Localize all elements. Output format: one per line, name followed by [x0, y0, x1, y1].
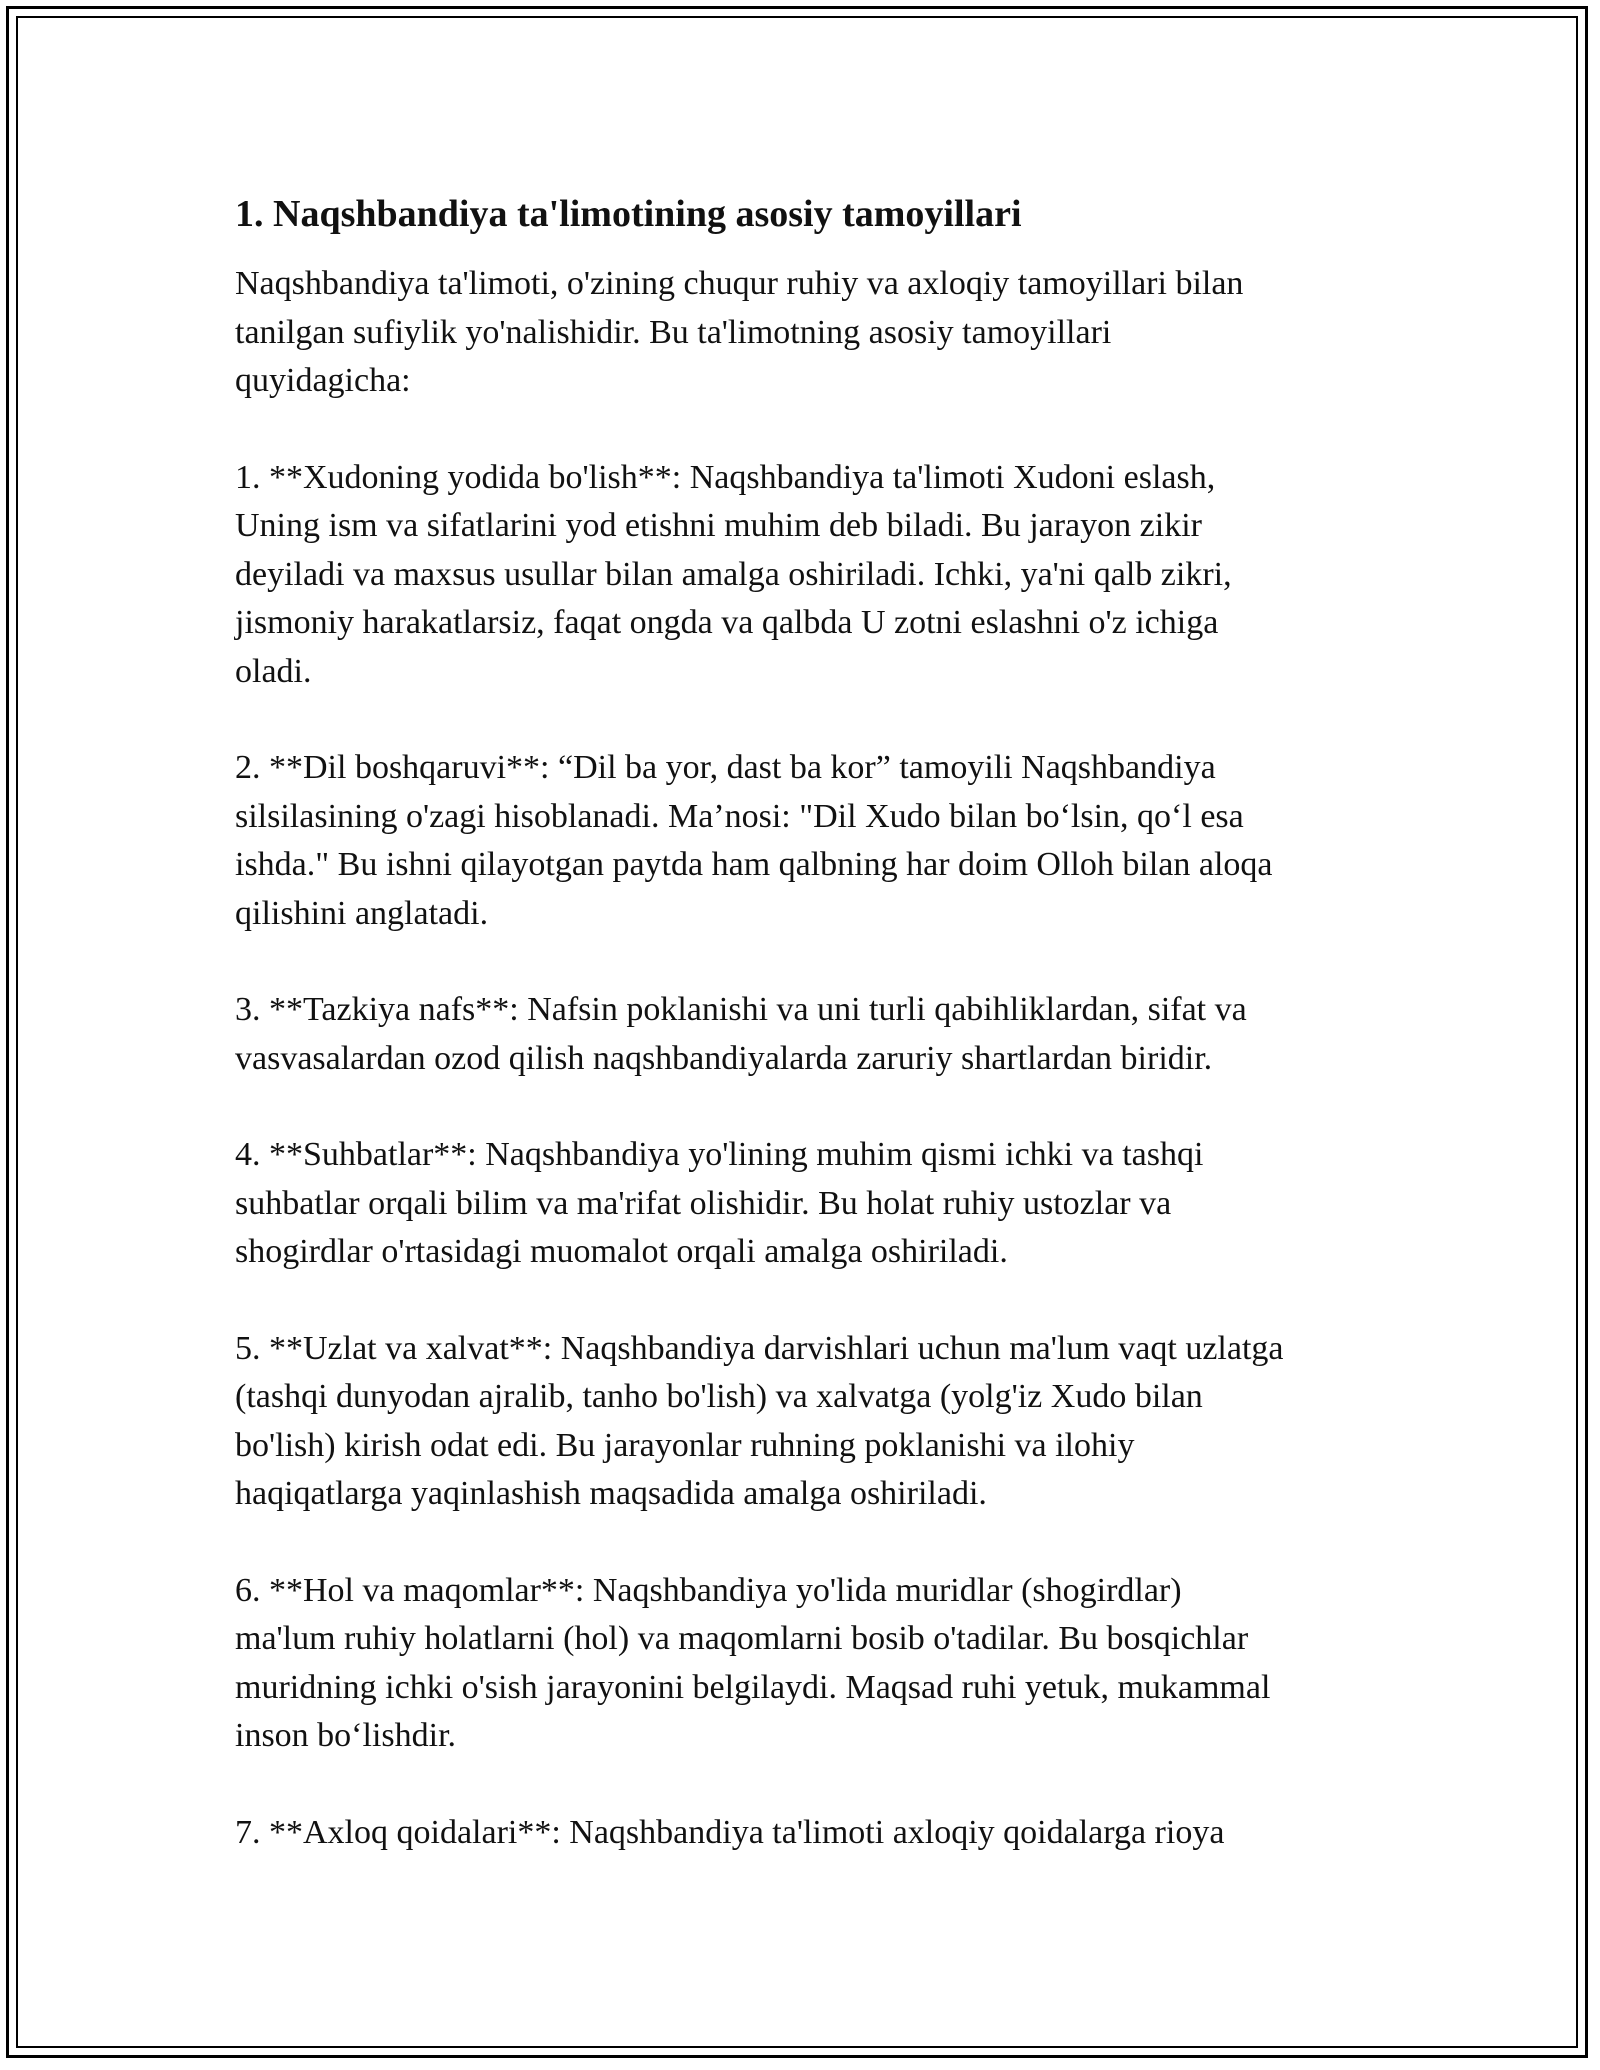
- section-heading: 1. Naqshbandiya ta'limotining asosiy tamoyillari: [235, 193, 1022, 235]
- principle-1-paragraph: 1. **Xudoning yodida bo'lish**: Naqshbandiya ta'limoti Xudoni eslash, Uning ism va sifatlarini yod etishni muhim deb biladi. Bu jarayon zikir deyiladi va maxsus usullar bilan amalga oshiriladi. Ichki, ya'ni qalb zikri, jismoniy harakatlarsiz, faqat ongda va qalbda U zotni eslashni o'z ichiga oladi.: [235, 458, 1232, 690]
- principle-3-paragraph: 3. **Tazkiya nafs**: Nafsin poklanishi va uni turli qabihliklardan, sifat va vasvasalardan ozod qilish naqshbandiyalarda zaruriy shartlardan biridir.: [235, 991, 1247, 1077]
- principle-2-paragraph: 2. **Dil boshqaruvi**: “Dil ba yor, dast ba kor” tamoyili Naqshbandiya silsilasining o'zagi hisoblanadi. Ma’nosi: "Dil Xudo bilan bo‘lsin, qo‘l esa ishda." Bu ishni qilayotgan paytda ham qalbning har doim Olloh bilan aloqa qilishini anglatadi.: [235, 749, 1273, 932]
- principle-6-paragraph: 6. **Hol va maqomlar**: Naqshbandiya yo'lida muridlar (shogirdlar) ma'lum ruhiy holatlarni (hol) va maqomlarni bosib o'tadilar. Bu bosqichlar muridning ichki o'sish jarayonini belgilaydi. Maqsad ruhi yetuk, mukammal inson bo‘lishdir.: [235, 1571, 1271, 1754]
- document-body: [235, 190, 1375, 1905]
- principle-4-paragraph: 4. **Suhbatlar**: Naqshbandiya yo'lining muhim qismi ichki va tashqi suhbatlar orqali bilim va ma'rifat olishidir. Bu holat ruhiy ustozlar va shogirdlar o'rtasidagi muomalot orqali amalga oshiriladi.: [235, 1136, 1204, 1270]
- principle-5-paragraph: 5. **Uzlat va xalvat**: Naqshbandiya darvishlari uchun ma'lum vaqt uzlatga (tashqi dunyodan ajralib, tanho bo'lish) va xalvatga (yolg'iz Xudo bilan bo'lish) kirish odat edi. Bu jarayonlar ruhning poklanishi va ilohiy haqiqatlarga yaqinlashish maqsadida amalga oshiriladi.: [235, 1329, 1284, 1512]
- intro-paragraph: Naqshbandiya ta'limoti, o'zining chuqur ruhiy va axloqiy tamoyillari bilan tanilgan sufiylik yo'nalishidir. Bu ta'limotning asosiy tamoyillari quyidagicha:: [235, 265, 1244, 399]
- principle-7-paragraph: 7. **Axloq qoidalari**: Naqshbandiya ta'limoti axloqiy qoidalarga rioya: [235, 1813, 1225, 1851]
